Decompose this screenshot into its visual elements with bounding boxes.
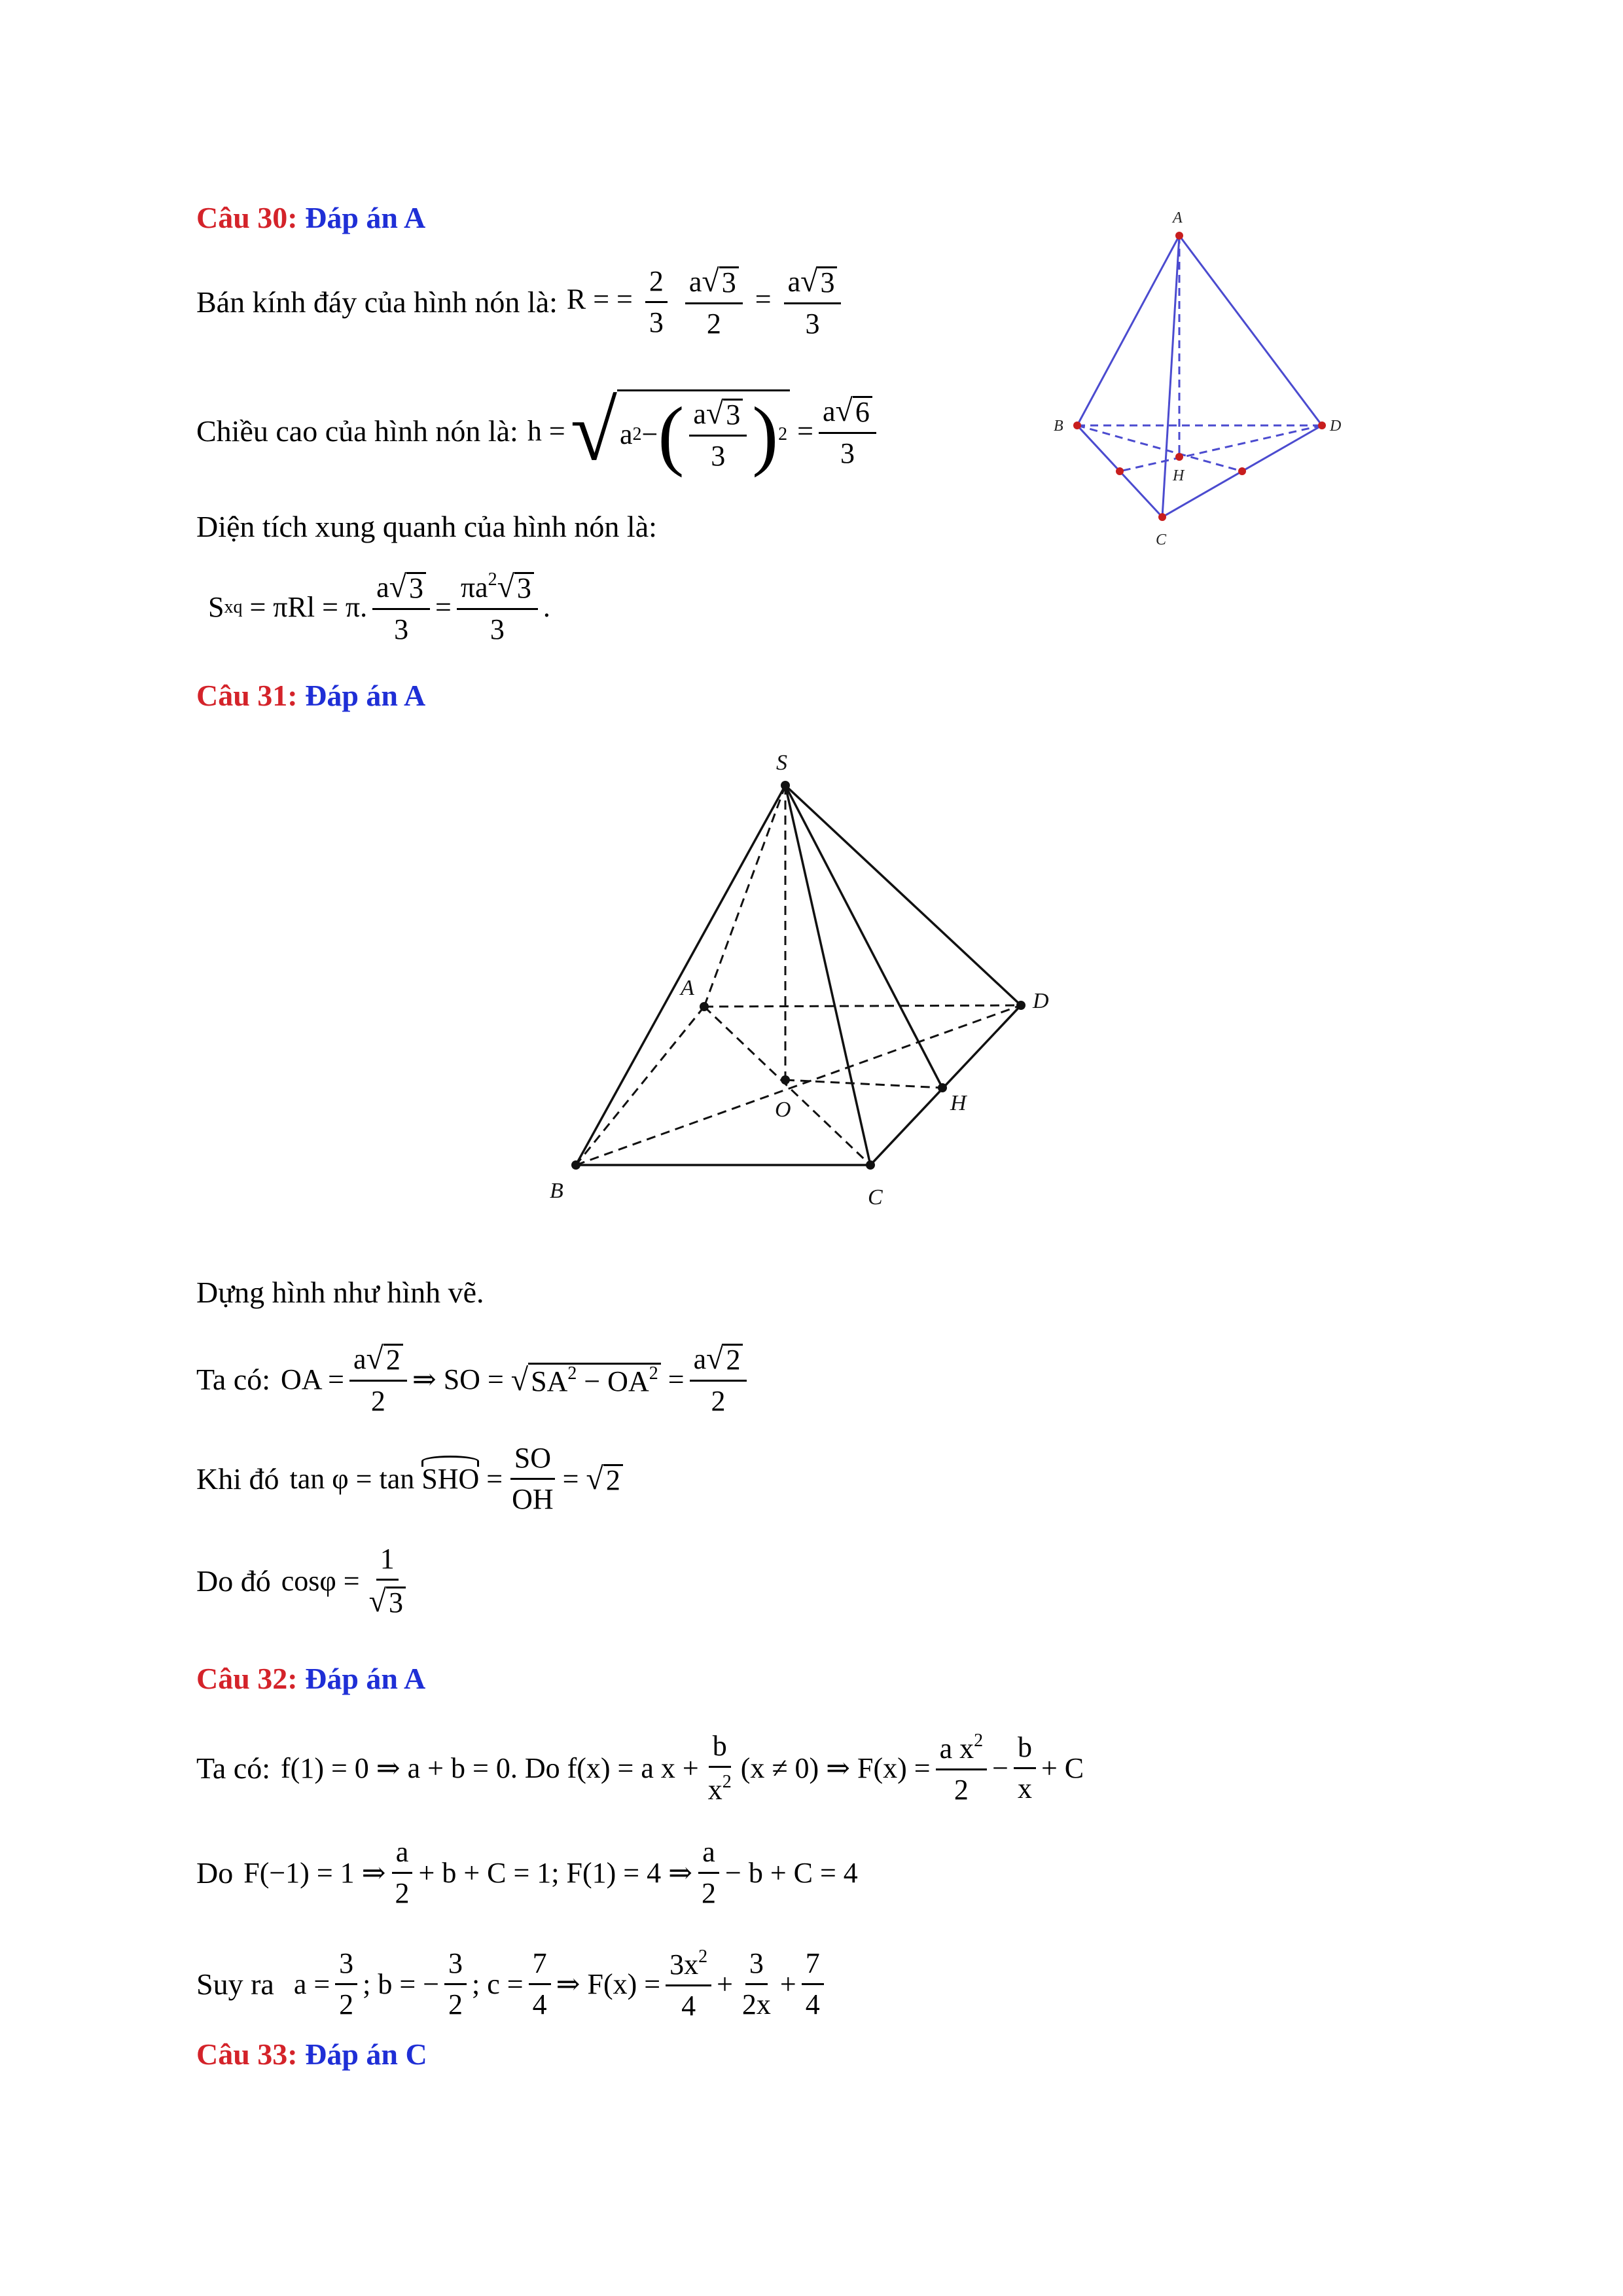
q32-suyra-line — [196, 1948, 829, 2020]
edge-AB — [1077, 236, 1179, 425]
q30-height-formula: h = √ a 2 − ( a √ 3 3 ) 2 = a √ 6 3 — [527, 389, 882, 474]
q31-taco-formula: OA = a √ 2 2 ⇒ SO = √ $SA^2 - OA^2$ = a √ 2 2 — [281, 1343, 752, 1416]
q33-label: Câu 33: — [196, 2037, 298, 2071]
q30-area-text: Diện tích xung quanh của hình nón là: — [196, 510, 657, 543]
point-A — [1175, 232, 1183, 240]
diag-AC — [704, 1007, 870, 1165]
point-B — [571, 1160, 580, 1170]
point-D — [1016, 1001, 1026, 1010]
segment-OH — [785, 1080, 942, 1088]
q32-taco-formula: f(1) = 0 ⇒ a + b = 0. Do f(x) = a x + $\frac{b}{x^2}$ (x ≠ 0) ⇒ F(x) = $\frac{a x^2}{2}$ − $\frac{b}{x}$ + C — [281, 1730, 1084, 1806]
label-A: A — [681, 976, 694, 1000]
point-B — [1073, 422, 1081, 429]
label-D: D — [1330, 418, 1342, 435]
q31-khido-formula: tan φ = tan SHO = $\frac{SO}{OH}$ = √ 2 — [290, 1444, 623, 1514]
point-H — [938, 1083, 947, 1092]
point-O — [781, 1075, 790, 1085]
edge-SA — [704, 785, 785, 1007]
point-C — [866, 1160, 875, 1170]
q32-suyra-formula: a = $\frac{3}{2}$ ; b = − $\frac{3}{2}$ ; c = $\frac{7}{4}$ ⇒ F(x) = $\frac{3x^2}{4}$ + $\frac{3}{2x}$ + $\frac{7}{4}$ — [294, 1948, 829, 2020]
q30-height-line — [196, 384, 882, 478]
q32-answer: Đáp án A — [305, 1662, 426, 1695]
label-O: O — [775, 1098, 791, 1122]
q31-khido-line — [196, 1444, 623, 1514]
edge-SD — [785, 785, 1021, 1005]
q31-khido-text: Khi đó — [196, 1462, 279, 1496]
q31-label: Câu 31: — [196, 679, 298, 712]
point-A — [700, 1002, 709, 1011]
q30-label: Câu 30: — [196, 201, 298, 234]
q30-radius-formula: R = = $\frac{2}{3}$ a √ 3 2 = a √ 3 3 — [567, 266, 847, 338]
label-D: D — [1033, 989, 1049, 1013]
q30-answer: Đáp án A — [305, 201, 426, 234]
q33-heading — [196, 2037, 427, 2072]
label-H: H — [950, 1091, 967, 1115]
q32-do-text: Do — [196, 1856, 234, 1890]
q32-do-line — [196, 1838, 858, 1908]
q32-suyra-text: Suy ra — [196, 1967, 274, 2001]
edge-AD — [704, 1005, 1021, 1007]
q31-construct-text: Dựng hình như hình vẽ. — [196, 1276, 484, 1309]
point-mid-CD — [1238, 467, 1246, 475]
edge-SC — [785, 785, 870, 1165]
q30-heading — [196, 200, 425, 235]
label-H: H — [1173, 467, 1185, 484]
q30-radius-line — [196, 266, 846, 338]
q30-height-text: Chiều cao của hình nón là: — [196, 414, 518, 448]
point-C — [1158, 513, 1166, 521]
label-B: B — [550, 1179, 563, 1203]
q33-answer: Đáp án C — [305, 2037, 427, 2071]
point-S — [781, 781, 790, 790]
label-S: S — [776, 751, 787, 775]
point-D — [1318, 422, 1326, 429]
q31-taco-text: Ta có: — [196, 1362, 271, 1396]
q30-radius-text: Bán kính đáy của hình nón là: — [196, 285, 558, 319]
q32-taco-line — [196, 1732, 1084, 1804]
q30-figure — [1034, 196, 1374, 563]
point-mid-BC — [1116, 467, 1124, 475]
label-B: B — [1054, 418, 1063, 435]
edge-AD — [1179, 236, 1322, 425]
q31-dodo-line — [196, 1545, 415, 1617]
q32-label: Câu 32: — [196, 1662, 298, 1695]
q30-area-formula: S xq = πRl = π. a √ 3 3 = $\pi a^2$ √ 3 3 . — [208, 569, 550, 645]
diag-BD — [576, 1005, 1021, 1165]
point-H — [1175, 453, 1183, 461]
q31-answer: Đáp án A — [305, 679, 426, 712]
q31-heading — [196, 678, 425, 713]
label-C: C — [1156, 531, 1167, 548]
q31-dodo-formula: cosφ = 1 √ 3 — [281, 1545, 415, 1617]
label-A: A — [1173, 209, 1183, 226]
edge-SB — [576, 785, 785, 1165]
q32-heading — [196, 1661, 425, 1696]
q32-do-formula: F(−1) = 1 ⇒ $\frac{a}{2}$ + b + C = 1; F(1) = 4 ⇒ $\frac{a}{2}$ − b + C = 4 — [243, 1836, 858, 1909]
label-C: C — [868, 1185, 883, 1210]
q31-dodo-text: Do đó — [196, 1564, 271, 1598]
q31-figure — [537, 746, 1086, 1244]
q32-taco-text: Ta có: — [196, 1751, 271, 1785]
q31-taco-line — [196, 1343, 752, 1416]
